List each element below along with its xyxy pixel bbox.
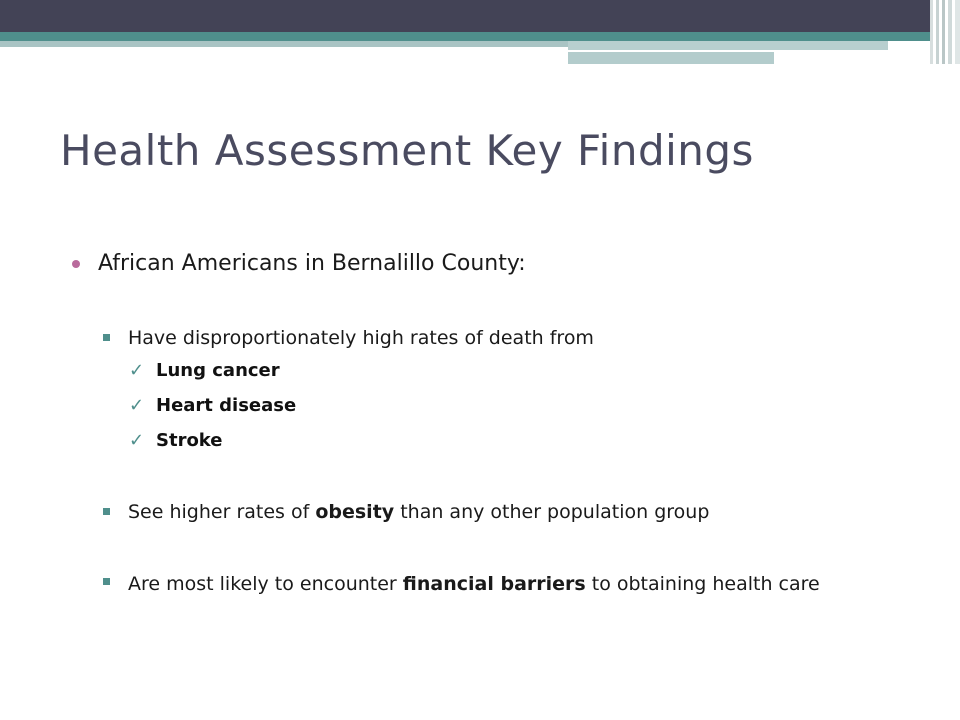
spacer — [72, 280, 932, 322]
square-bullet-icon — [103, 578, 110, 585]
point-death-rates-text: Have disproportionately high rates of death from — [128, 327, 594, 349]
spacer — [72, 528, 932, 564]
subitem-heart-disease — [129, 388, 932, 423]
point-financial-before: Are most likely to encounter — [128, 573, 403, 595]
slide-content — [72, 248, 932, 604]
bullet-heading-text: African Americans in Bernalillo County: — [98, 251, 526, 276]
point-obesity-before: See higher rates of — [128, 501, 316, 523]
header-band-pale — [0, 41, 568, 47]
subitem-text: Stroke — [156, 430, 223, 451]
subitem-stroke — [129, 423, 932, 458]
subitem-text: Heart disease — [156, 395, 297, 416]
checkmark-icon: ✓ — [129, 395, 145, 416]
dot-bullet-icon — [72, 260, 80, 268]
corner-stripes-decoration — [930, 0, 960, 64]
header-band-teal — [0, 32, 930, 41]
checkmark-icon: ✓ — [129, 360, 145, 381]
point-death-rates — [103, 322, 932, 354]
subitem-lung-cancer — [129, 353, 932, 388]
point-obesity-after: than any other population group — [394, 501, 710, 523]
checkmark-icon: ✓ — [129, 430, 145, 451]
slide-title: Health Assessment Key Findings — [60, 126, 754, 175]
square-bullet-icon — [103, 334, 110, 341]
point-obesity — [103, 496, 932, 528]
point-financial-barriers — [103, 564, 888, 604]
spacer — [72, 458, 932, 496]
bullet-heading — [72, 248, 932, 280]
header-band-dark — [0, 0, 930, 32]
point-obesity-bold: obesity — [315, 501, 395, 523]
square-bullet-icon — [103, 508, 110, 515]
header-band-pale-right-lower — [568, 52, 774, 64]
point-financial-after: to obtaining health care — [585, 573, 820, 595]
subitem-text: Lung cancer — [156, 360, 280, 381]
point-financial-bold: financial barriers — [402, 573, 586, 595]
